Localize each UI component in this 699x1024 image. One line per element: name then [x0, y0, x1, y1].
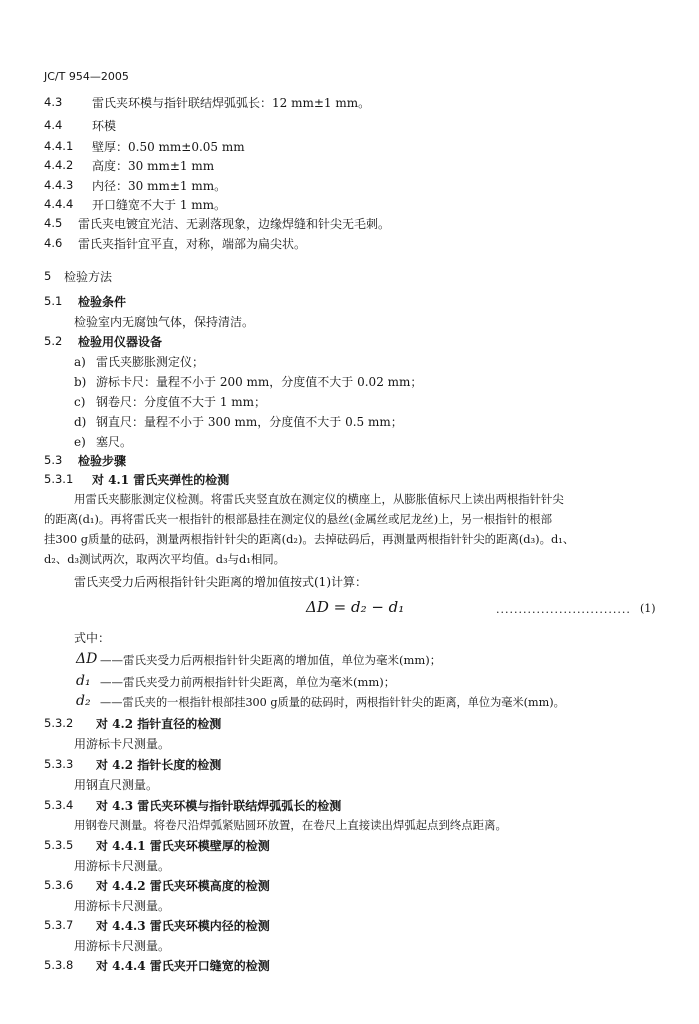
section-title: 检验方法 — [64, 270, 113, 284]
symbol-definition: ——雷氏夹的一根指针根部挂300 g质量的砝码时，两根指针针尖的距离，单位为毫米(mm)。 — [100, 696, 565, 709]
clause-number: 5.3.1 — [44, 472, 74, 486]
clause-number: 4.4 — [44, 118, 63, 132]
clause-title: 对 4.4.4 雷氏夹开口缝宽的检测 — [96, 959, 270, 973]
paragraph-line: d₂、d₃测试两次，取两次平均值。d₃与d₁相同。 — [44, 552, 286, 566]
symbol-definition: ——雷氏夹受力前两根指针针尖距离，单位为毫米(mm)； — [100, 675, 396, 689]
list-label: c) — [74, 395, 86, 409]
clause-body: 用游标卡尺测量。 — [74, 859, 171, 873]
list-text: 钢卷尺：分度值不大于 1 mm； — [96, 395, 267, 409]
section-number: 5 — [44, 269, 52, 283]
clause-number: 5.3 — [44, 453, 63, 467]
clause-text: 环模 — [92, 119, 117, 133]
clause-body: 用游标卡尺测量。 — [74, 737, 171, 751]
clause-title: 检验条件 — [78, 295, 127, 309]
clause-title: 对 4.3 雷氏夹环模与指针联结焊弧弧长的检测 — [96, 799, 342, 813]
clause-number: 5.3.5 — [44, 838, 74, 852]
clause-text: 雷氏夹指针宜平直，对称，端部为扁尖状。 — [78, 237, 307, 251]
clause-number: 5.3.4 — [44, 798, 74, 812]
list-label: b) — [74, 375, 87, 389]
symbol-definition: ——雷氏夹受力后两根指针针尖距离的增加值，单位为毫米(mm)； — [100, 653, 442, 667]
page-header: JC/T 954—2005 — [44, 70, 129, 83]
clause-title: 对 4.4.2 雷氏夹环模高度的检测 — [96, 879, 270, 893]
paragraph-line: 的距离(d₁)。再将雷氏夹一根指针的根部悬挂在测定仪的悬丝(金属丝或尼龙丝)上，另一根指针的根部 — [44, 512, 553, 526]
clause-text: 高度：30 mm±1 mm — [92, 159, 215, 173]
clause-number: 5.3.2 — [44, 716, 74, 730]
clause-number: 5.3.3 — [44, 757, 74, 771]
list-text: 钢直尺：量程不小于 300 mm，分度值不大于 0.5 mm； — [96, 415, 403, 429]
list-text: 游标卡尺：量程不小于 200 mm，分度值不大于 0.02 mm； — [96, 375, 423, 389]
clause-text: 壁厚：0.50 mm±0.05 mm — [92, 140, 245, 154]
symbol: ΔD — [76, 651, 98, 667]
formula-number: (1) — [640, 602, 656, 615]
clause-number: 4.4.3 — [44, 178, 74, 192]
list-text: 塞尺。 — [96, 435, 133, 449]
clause-title: 对 4.1 雷氏夹弹性的检测 — [92, 473, 230, 487]
clause-title: 对 4.4.3 雷氏夹环模内径的检测 — [96, 919, 270, 933]
clause-title: 对 4.2 指针直径的检测 — [96, 717, 222, 731]
formula: ΔD = d₂ − d₁ — [306, 598, 405, 616]
dot-leader: .............................. — [496, 603, 631, 616]
clause-number: 4.6 — [44, 236, 63, 250]
clause-body: 检验室内无腐蚀气体，保持清洁。 — [74, 315, 255, 329]
list-label: a) — [74, 355, 86, 369]
where-label: 式中： — [74, 631, 111, 645]
clause-text: 雷氏夹电镀宜光洁、无剥落现象，边缘焊缝和针尖无毛刺。 — [78, 217, 391, 231]
clause-number: 5.2 — [44, 334, 63, 348]
clause-text: 内径：30 mm±1 mm。 — [92, 179, 227, 193]
clause-number: 4.3 — [44, 95, 63, 109]
clause-text: 雷氏夹环模与指针联结焊弧弧长：12 mm±1 mm。 — [92, 96, 371, 110]
clause-body: 用钢直尺测量。 — [74, 778, 159, 792]
formula-intro: 雷氏夹受力后两根指针针尖距离的增加值按式(1)计算： — [74, 575, 368, 589]
clause-body: 用游标卡尺测量。 — [74, 899, 171, 913]
symbol: d₁ — [76, 673, 91, 689]
clause-number: 4.4.2 — [44, 158, 74, 172]
list-label: e) — [74, 435, 86, 449]
list-text: 雷氏夹膨胀测定仪； — [96, 355, 205, 369]
clause-number: 4.4.4 — [44, 197, 74, 211]
clause-number: 5.3.8 — [44, 958, 74, 972]
clause-text: 开口缝宽不大于 1 mm。 — [92, 198, 227, 212]
clause-body: 用游标卡尺测量。 — [74, 939, 171, 953]
symbol: d₂ — [76, 693, 91, 709]
clause-title: 对 4.2 指针长度的检测 — [96, 758, 222, 772]
paragraph-line: 用雷氏夹膨胀测定仪检测。将雷氏夹竖直放在测定仪的横座上，从膨胀值标尺上读出两根指针针尖 — [74, 492, 564, 506]
clause-number: 5.1 — [44, 294, 63, 308]
clause-number: 4.5 — [44, 216, 63, 230]
paragraph-line: 挂300 g质量的砝码，测量两根指针针尖的距离(d₂)。去掉砝码后，再测量两根指针针尖的距离(d₃)。d₁、 — [44, 532, 575, 546]
clause-body: 用钢卷尺测量。将卷尺沿焊弧紧贴圆环放置，在卷尺上直接读出焊弧起点到终点距离。 — [74, 818, 507, 832]
list-label: d) — [74, 415, 87, 429]
clause-title: 对 4.4.1 雷氏夹环模壁厚的检测 — [96, 839, 270, 853]
clause-number: 5.3.6 — [44, 878, 74, 892]
clause-title: 检验用仪器设备 — [78, 335, 163, 349]
clause-number: 4.4.1 — [44, 139, 74, 153]
clause-title: 检验步骤 — [78, 454, 127, 468]
clause-number: 5.3.7 — [44, 918, 74, 932]
